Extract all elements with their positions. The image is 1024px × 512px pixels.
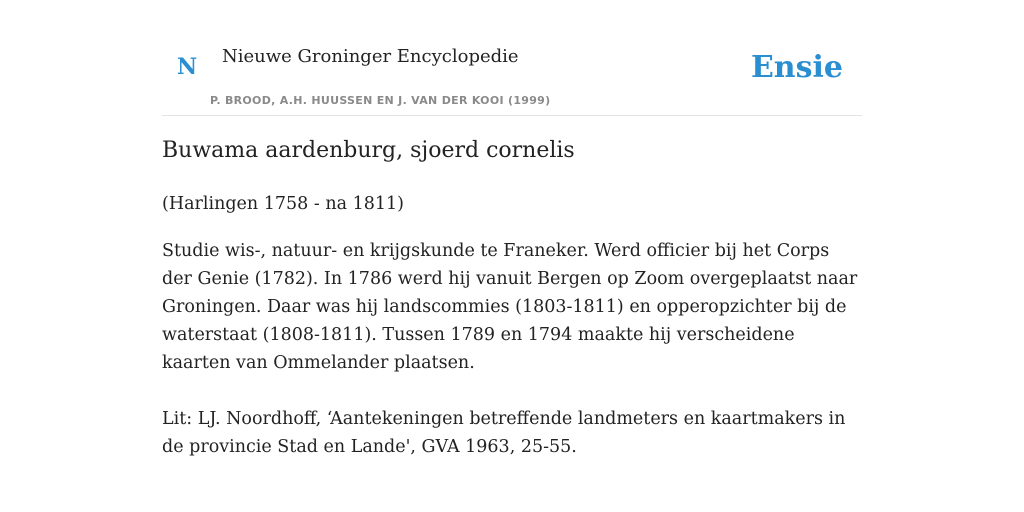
paragraph-gap [162,377,862,405]
entry-header [162,30,862,116]
source-logo-icon: N [177,54,198,80]
paragraph-gap [162,218,862,237]
entry-description: Studie wis-, natuur- en krijgskunde te Franeker. Werd officier bij het Corps der Genie (1782). In 1786 werd hij vanuit Bergen op Zoom overgeplaatst naar Groningen. Daar was hij landscommies (1803-1811) en opperopzichter bij de waterstaat (1808-1811). Tussen 1789 en 1794 maakte hij verscheidene kaarten van Ommelander plaatsen. [162,241,858,373]
source-authors: P. BROOD, A.H. HUUSSEN EN J. VAN DER KOOI (1999) [210,94,551,107]
ensie-logo-link[interactable]: Ensie [750,50,843,85]
entry-life-dates: (Harlingen 1758 - na 1811) [162,194,404,214]
entry-card [162,30,862,457]
entry-body [162,190,862,461]
entry-literature: Lit: LJ. Noordhoff, ‘Aantekeningen betreffende landmeters en kaartmakers in de provincie Stad en Lande', GVA 1963, 25-55. [162,409,846,457]
entry-title: Buwama aardenburg, sjoerd cornelis [162,138,575,163]
source-title[interactable]: Nieuwe Groninger Encyclopedie [222,46,519,67]
